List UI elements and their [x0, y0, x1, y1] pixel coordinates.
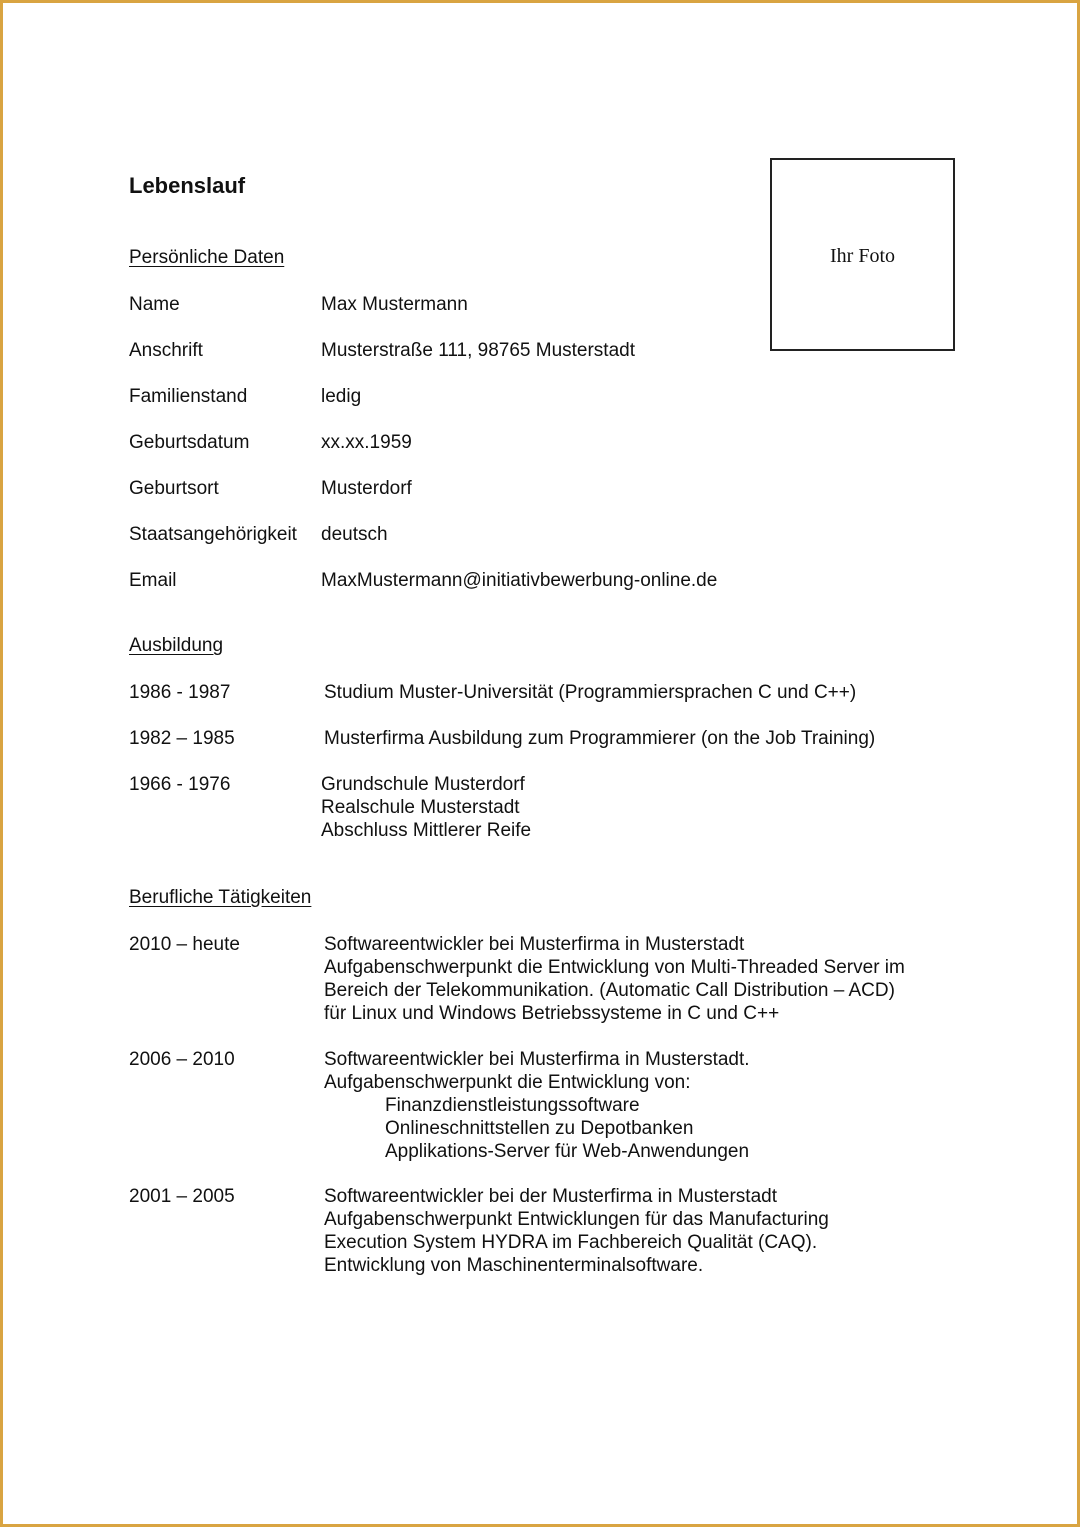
photo-placeholder	[770, 158, 955, 351]
career-entry	[324, 1048, 750, 1163]
education-entry	[321, 773, 531, 842]
personal-label: Anschrift	[129, 340, 203, 361]
career-line: Finanzdienstleistungssoftware	[385, 1095, 640, 1116]
career-period: 2006 – 2010	[129, 1049, 235, 1070]
career-line: Entwicklung von Maschinenterminalsoftware.	[324, 1255, 704, 1276]
career-line: Bereich der Telekommunikation. (Automatic Call Distribution – ACD)	[324, 980, 895, 1001]
education-line: Grundschule Musterdorf	[321, 774, 525, 795]
education-period: 1986 - 1987	[129, 682, 231, 703]
personal-value: Musterstraße 111, 98765 Musterstadt	[321, 340, 636, 361]
career-line: für Linux und Windows Betriebssysteme in C und C++	[324, 1003, 780, 1024]
personal-value: ledig	[321, 386, 362, 407]
career-line: Applikations-Server für Web-Anwendungen	[385, 1141, 750, 1162]
career-entry	[324, 933, 905, 1025]
section-heading-career: Berufliche Tätigkeiten	[129, 887, 312, 908]
education-line: Abschluss Mittlerer Reife	[321, 820, 532, 841]
personal-label: Geburtsdatum	[129, 432, 250, 453]
education-period: 1982 – 1985	[129, 728, 235, 749]
personal-value: xx.xx.1959	[321, 432, 412, 453]
section-heading-education: Ausbildung	[129, 635, 224, 656]
personal-label: Geburtsort	[129, 478, 219, 499]
personal-value: Musterdorf	[321, 478, 412, 499]
career-period: 2010 – heute	[129, 934, 240, 955]
career-line: Onlineschnittstellen zu Depotbanken	[385, 1118, 694, 1139]
career-line: Softwareentwickler bei Musterfirma in Musterstadt	[324, 934, 745, 955]
career-line: Aufgabenschwerpunkt die Entwicklung von Multi-Threaded Server im	[324, 957, 905, 978]
education-period: 1966 - 1976	[129, 774, 231, 795]
career-line: Softwareentwickler bei Musterfirma in Musterstadt.	[324, 1049, 750, 1070]
personal-value: Max Mustermann	[321, 294, 468, 315]
personal-value: deutsch	[321, 524, 388, 545]
photo-label: Ihr Foto	[830, 245, 895, 267]
education-line: Realschule Musterstadt	[321, 797, 520, 818]
email-value: MaxMustermann@initiativbewerbung-online.de	[321, 570, 718, 591]
career-line: Softwareentwickler bei der Musterfirma in Musterstadt	[324, 1186, 777, 1207]
personal-label: Name	[129, 294, 180, 315]
personal-label: Email	[129, 570, 177, 591]
career-entry	[324, 1185, 829, 1277]
personal-label: Familienstand	[129, 386, 248, 407]
career-line: Execution System HYDRA im Fachbereich Qualität (CAQ).	[324, 1232, 818, 1253]
document-title: Lebenslauf	[129, 173, 246, 198]
personal-label: Staatsangehörigkeit	[129, 524, 297, 545]
section-heading-personal: Persönliche Daten	[129, 247, 285, 268]
career-period: 2001 – 2005	[129, 1186, 235, 1207]
career-line: Aufgabenschwerpunkt Entwicklungen für das Manufacturing	[324, 1209, 829, 1230]
career-line: Aufgabenschwerpunkt die Entwicklung von:	[324, 1072, 691, 1093]
education-entry: Studium Muster-Universität (Programmiersprachen C und C++)	[324, 682, 857, 703]
education-entry: Musterfirma Ausbildung zum Programmierer (on the Job Training)	[324, 728, 876, 749]
